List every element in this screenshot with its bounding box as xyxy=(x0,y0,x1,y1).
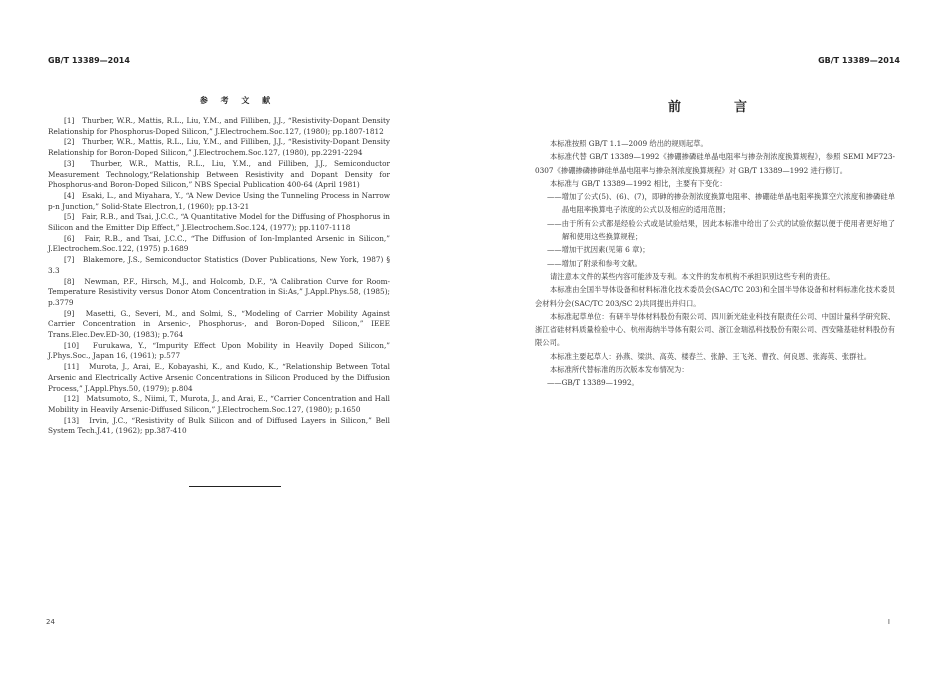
reference-item: [11] Murota, J., Arai, E., Kobayashi, K., and Kudo, K., “Relationship Between Total Arsenic and Electrically Active Arsenic Concentrations in Silicon Produced by the Diffusion Process,” J.Appl.Phys.50, (1979); p.804 xyxy=(48,362,390,393)
reference-item: [2] Thurber, W.R., Mattis, R.L., Liu, Y.M., and Filliben, J.J., “Resistivity-Dopant Density Relationship for Boron-Doped Silicon,” J.Electrochem.Soc.127, (1980), pp.2291-2294 xyxy=(48,137,390,158)
foreword-list-item: ——由于所有公式都是经验公式或是试验结果，因此本标准中给出了公式的试验依据以便于使用者更好地了解和使用这些换算规程； xyxy=(547,218,895,242)
foreword-paragraph: 本标准起草单位：有研半导体材料股份有限公司、四川新光硅业科技有限责任公司、中国计量科学研究院、浙江省硅材料质量检验中心、杭州海纳半导体有限公司、浙江金瑞泓科技股份有限公司、西安隆基硅材料股份有限公司。 xyxy=(535,311,895,348)
reference-item: [4] Esaki, L., and Miyahara, Y., “A New Device Using the Tunneling Process in Narrow p-n Junction,” Solid-State Electron,1, (1960); pp.13-21 xyxy=(48,190,390,211)
foreword-paragraph: 请注意本文件的某些内容可能涉及专利。本文件的发布机构不承担识别这些专利的责任。 xyxy=(550,271,835,281)
foreword-list-item: ——增加干扰因素(见第 6 章)； xyxy=(547,245,650,255)
foreword-list-item: ——GB/T 13389—1992。 xyxy=(547,378,639,388)
foreword-paragraph: 本标准由全国半导体设备和材料标准化技术委员会(SAC/TC 203)和全国半导体设备和材料标准化技术委员会材料分会(SAC/TC 203/SC 2)共同提出并归口。 xyxy=(535,285,895,308)
right-page-number: I xyxy=(887,618,890,626)
foreword-body xyxy=(535,137,895,390)
reference-item: [7] Blakemore, J.S., Semiconductor Statistics (Dover Publications, New York, 1987) § 3.3 xyxy=(48,255,390,275)
reference-item: [10] Furukawa, Y., “Impurity Effect Upon Mobility in Heavily Doped Silicon,” J.Phys.Soc., Japan 16, (1961); p.577 xyxy=(48,340,390,361)
foreword-list-item: ——增加了公式(5)、(6)、(7)，即砷的掺杂剂浓度换算电阻率、掺硼硅单晶电阻率换算空穴浓度和掺磷硅单晶电阻率换算电子浓度的公式以及相应的适用范围； xyxy=(547,192,895,215)
left-page-header: GB/T 13389—2014 xyxy=(48,56,130,65)
foreword-paragraph: 本标准主要起草人：孙燕、梁洪、高英、楼春兰、张静、王飞尧、曹孜、何良恩、张海英、张群社。 xyxy=(550,351,872,361)
reference-item: [3] Thurber, W.R., Mattis, R.L., Liu, Y.M., and Filliben, J.J., Semiconductor Measurement Technology,“Relationship Between Resistivity and Dopant Density for Phosphorus-and Boron-Doped Silicon,” NBS Special Publication 400-64 (April 1981) xyxy=(48,158,390,190)
end-rule xyxy=(189,486,281,487)
left-page-number: 24 xyxy=(46,618,55,626)
reference-item: [8] Newman, P.F., Hirsch, M.J., and Holcomb, D.F., “A Calibration Curve for Room-Temperature Resistivity versus Donor Atom Concentration in Si:As,” J.Appl.Phys.58, (1985); p.3779 xyxy=(48,276,390,307)
foreword-paragraph: 本标准按照 GB/T 1.1—2009 给出的规则起草。 xyxy=(550,139,708,148)
reference-item: [1] Thurber, W.R., Mattis, R.L., Liu, Y.M., and Filliben, J.J., “Resistivity-Dopant Density Relationship for Phosphorus-Doped Silicon,” J.Electrochem.Soc.127, (1980); pp.1807-1812 xyxy=(48,116,390,136)
reference-item: [9] Masetti, G., Severi, M., and Solmi, S., “Modeling of Carrier Mobility Against Carrier Concentration in Arsenic-, Phosphorus-, and Boron-Doped Silicon,” IEEE Trans.Elec.Dev.ED-30, (1983); p.764 xyxy=(48,308,390,340)
references-title: 参 考 文 献 xyxy=(199,95,276,105)
references-list xyxy=(48,116,390,437)
foreword-paragraph: 本标准与 GB/T 13389—1992 相比，主要有下变化： xyxy=(550,178,727,188)
foreword-paragraph: 本标准所代替标准的历次版本发布情况为： xyxy=(550,365,689,375)
foreword-title: 前 言 xyxy=(667,100,767,115)
reference-item: [12] Matsumoto, S., Niimi, T., Murota, J., and Arai, E., “Carrier Concentration and Hall Mobility in Heavily Arsenic-Diffused Silicon,” J.Electrochem.Soc.127, (1980); p.1650 xyxy=(48,394,390,414)
foreword-list-item: ——增加了附录和参考文献。 xyxy=(547,258,642,268)
reference-item: [5] Fair, R.B., and Tsai, J.C.C., “A Quantitative Model for the Diffusing of Phosphorus in Silicon and the Emitter Dip Effect,” J.Electrochem.Soc.124, (1977); pp.1107-1118 xyxy=(48,212,390,233)
reference-item: [13] Irvin, J.C., “Resistivity of Bulk Silicon and of Diffused Layers in Silicon,” Bell System Tech.J.41, (1962); pp.387-410 xyxy=(48,415,390,436)
reference-item: [6] Fair, R.B., and Tsai, J.C.C., “The Diffusion of Ion-Implanted Arsenic in Silicon,” J.Electrochem.Soc.122, (1975) p.1689 xyxy=(48,233,390,254)
foreword-paragraph: 本标准代替 GB/T 13389—1992《掺硼掺磷硅单晶电阻率与掺杂剂浓度换算规程》，参照 SEMI MF723-0307《掺硼掺磷掺砷硅单晶电阻率与掺杂剂浓度换算规程》对 GB/T 13389—1992 进行修订。 xyxy=(535,152,895,175)
right-page-header: GB/T 13389—2014 xyxy=(818,56,900,65)
right-page xyxy=(475,0,950,673)
